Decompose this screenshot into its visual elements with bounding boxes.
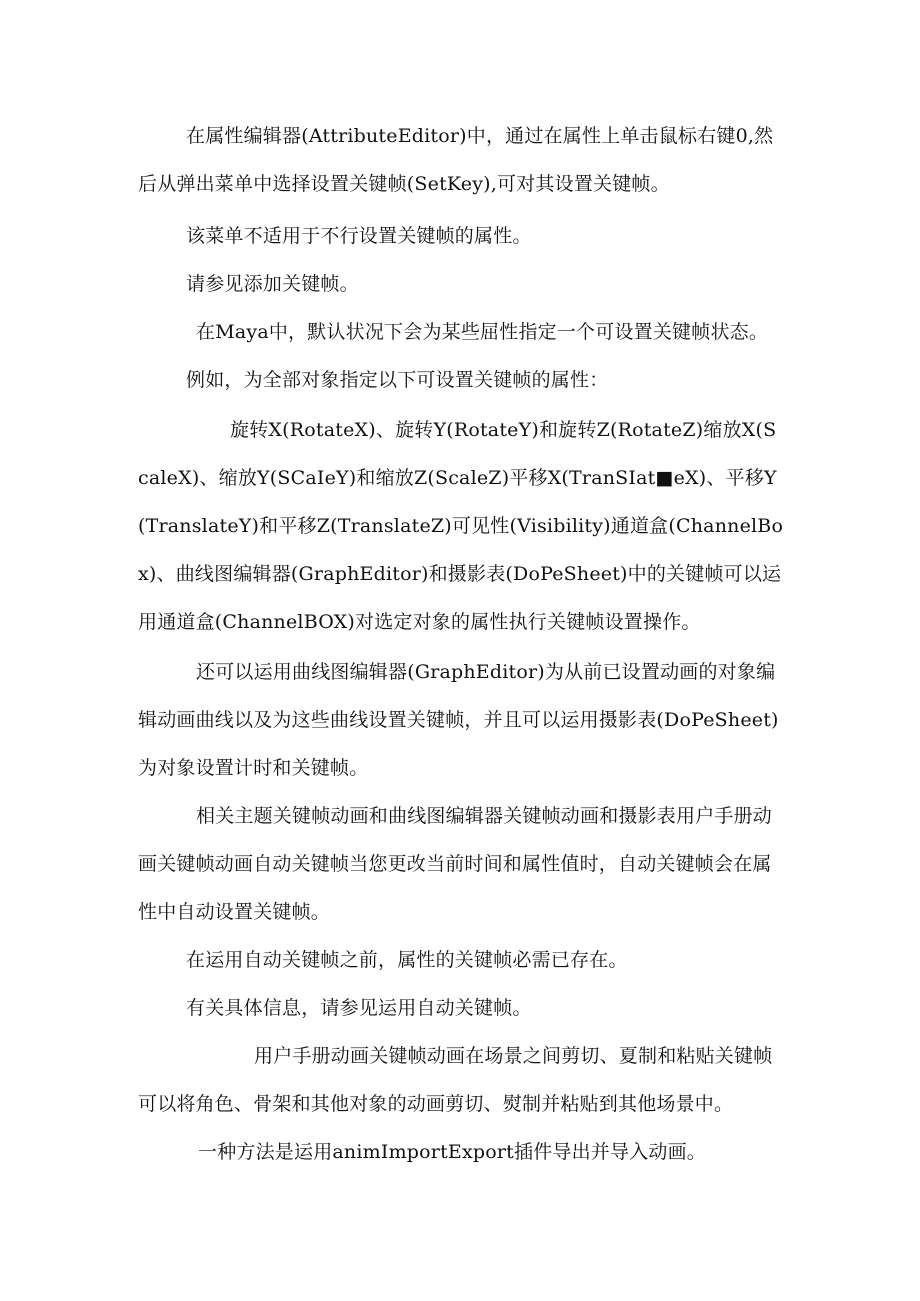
paragraph-attribute-editor-setkey: 在属性编辑器(AttributeEditor)中，通过在属性上单击鼠标右键0,然后从弹出菜单中选择设置关键帧(SetKey),可对其设置关键帧。 xyxy=(138,125,774,195)
paragraph-maya-default-keyable: 在Maya中，默认状况下会为某些屈性指定一个可设置关键帧状态。 xyxy=(196,321,769,343)
paragraph-before-auto-key: 在运用自动关键帧之前，属性的关键帧必需已存在。 xyxy=(186,949,628,971)
paragraph-keyable-attributes-list: 旋转X(RotateX)、旋转Y(RotateY)和旋转Z(RotateZ)缩放X(ScaleX)、缩放Y(SCaIeY)和缩放Z(ScaleZ)平移X(TranSIat■eX)、平移Y(TranslateY)和平移Z(TranslateZ)可见性(Visibility)通道盒(ChannelBox)、曲线图编辑器(GraphEditor)和摄影表(DoPeSheet)中的关键帧可以运用通道盒(ChannelBOX)对选定对象的属性执行关键帧设置操作。 xyxy=(138,419,784,633)
paragraph-see-add-keyframe: 请参见添加关键帧。 xyxy=(186,273,359,295)
paragraph-graph-editor-dopesheet: 还可以运用曲线图编辑器(GraphEditor)为从前已设置动画的对象编辑动画曲线以及为这些曲线设置关键帧，并且可以运用摄影表(DoPeSheet)为对象设置计时和关键帧。 xyxy=(138,661,779,779)
paragraph-related-topics-auto-key: 相关主题关键帧动画和曲线图编辑器关键帧动画和摄影表用户手册动画关键帧动画自动关键帧当您更改当前时间和属性值时，自动关键帧会在属性中自动设置关键帧。 xyxy=(138,805,773,923)
paragraph-menu-not-applicable: 该菜单不适用于不行设置关键帧的属性。 xyxy=(186,225,532,247)
paragraph-anim-import-export: 一种方法是运用animImportExport插件导出并导入动画。 xyxy=(198,1141,707,1163)
paragraph-cut-copy-paste-keys: 用户手册动画关键帧动画在场景之间剪切、夏制和粘贴关键帧可以将角色、骨架和其他对象的动画剪切、熨制并粘贴到其他场景中。 xyxy=(138,1045,773,1115)
paragraph-more-info-auto-key: 有关具体信息，请参见运用自动关键帧。 xyxy=(186,997,532,1019)
paragraph-example-attributes: 例如，为全部对象指定以下可设置关键帧的属性： xyxy=(186,369,609,391)
